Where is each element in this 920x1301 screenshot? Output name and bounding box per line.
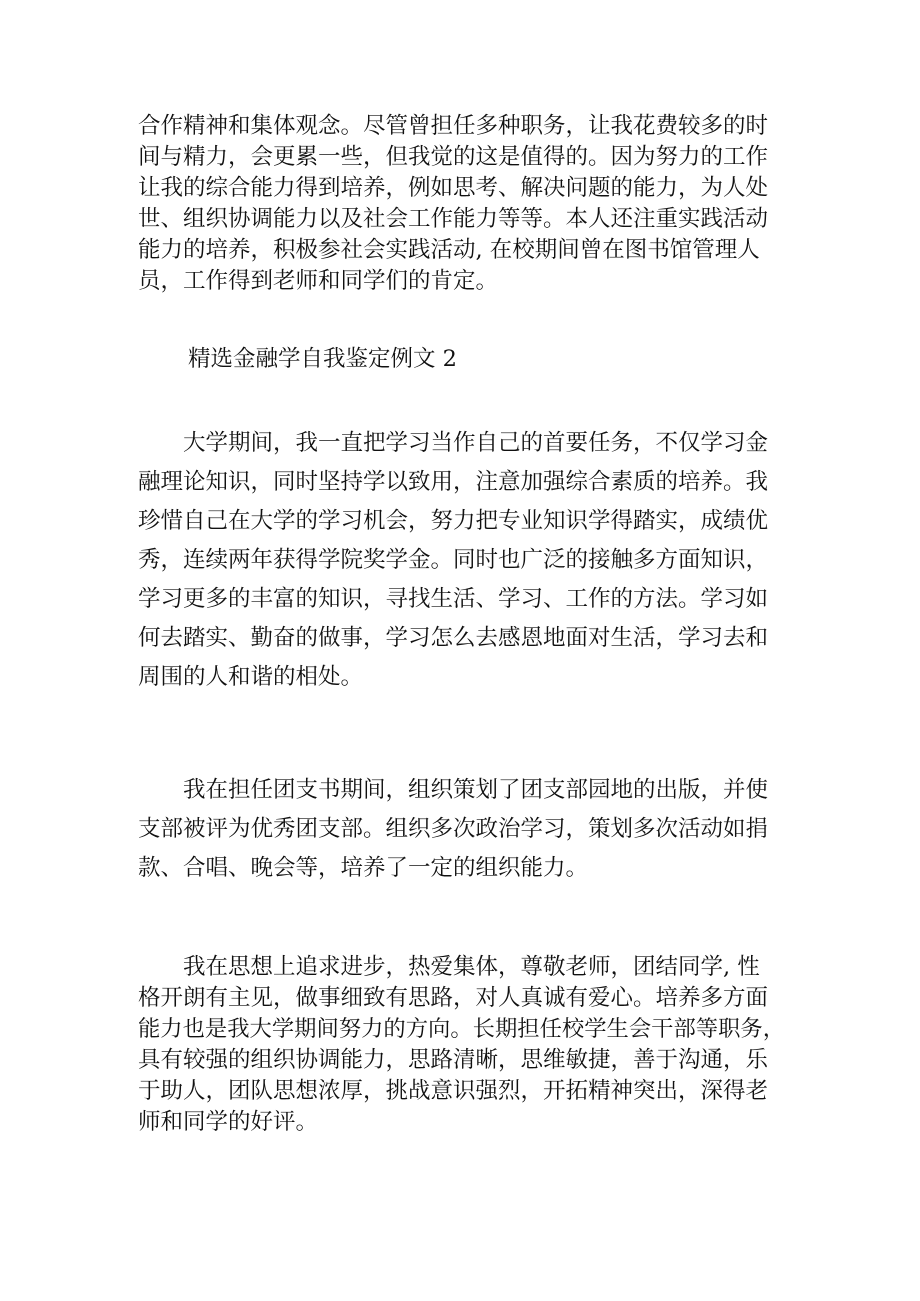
paragraph-line: 能力的培养，积极参社会实践活动, 在校期间曾在图书馆管理人 (138, 237, 760, 263)
paragraph-line: 师和同学的好评。 (138, 1109, 319, 1135)
paragraph-line: 我在担任团支书期间，组织策划了团支部园地的出版，并使 (138, 777, 769, 803)
paragraph-4 (138, 952, 786, 1138)
paragraph-line: 秀，连续两年获得学院奖学金。同时也广泛的接触多方面知识， (138, 547, 769, 573)
paragraph-line: 让我的综合能力得到培养，例如思考、解决问题的能力，为人处 (138, 175, 769, 201)
paragraph-line: 于助人，团队思想浓厚，挑战意识强烈，开拓精神突出，深得老 (138, 1078, 769, 1104)
paragraph-3 (138, 771, 786, 888)
paragraph-line: 能力也是我大学期间努力的方向。长期担任校学生会干部等职务， (138, 1016, 786, 1042)
paragraph-line: 员，工作得到老师和同学们的肯定。 (138, 268, 499, 294)
paragraph-line: 学习更多的丰富的知识，寻找生活、学习、工作的方法。学习如 (138, 586, 769, 612)
section-heading: 精选金融学自我鉴定例文 2 (188, 346, 457, 372)
paragraph-line: 何去踏实、勤奋的做事，学习怎么去感恩地面对生活，学习去和 (138, 625, 769, 651)
paragraph-line: 我在思想上追求进步，热爱集体，尊敬老师，团结同学, 性 (138, 954, 760, 980)
paragraph-line: 珍惜自己在大学的学习机会，努力把专业知识学得踏实，成绩优 (138, 508, 769, 534)
paragraph-1 (138, 111, 786, 297)
paragraph-line: 间与精力，会更累一些，但我觉的这是值得的。因为努力的工作 (138, 144, 769, 170)
paragraph-2 (138, 424, 786, 697)
paragraph-line: 款、合唱、晚会等，培养了一定的组织能力。 (138, 855, 589, 881)
paragraph-line: 世、组织协调能力以及社会工作能力等等。本人还注重实践活动 (138, 206, 769, 232)
paragraph-line: 合作精神和集体观念。尽管曾担任多种职务，让我花费较多的时 (138, 113, 769, 139)
paragraph-line: 大学期间，我一直把学习当作自己的首要任务，不仅学习金 (138, 430, 769, 456)
paragraph-line: 支部被评为优秀团支部。组织多次政治学习，策划多次活动如捐 (138, 816, 769, 842)
paragraph-line: 具有较强的组织协调能力，思路清晰，思维敏捷，善于沟通，乐 (138, 1047, 769, 1073)
paragraph-line: 融理论知识，同时坚持学以致用，注意加强综合素质的培养。我 (138, 469, 769, 495)
paragraph-line: 周围的人和谐的相处。 (138, 664, 364, 690)
paragraph-line: 格开朗有主见，做事细致有思路，对人真诚有爱心。培养多方面 (138, 985, 769, 1011)
